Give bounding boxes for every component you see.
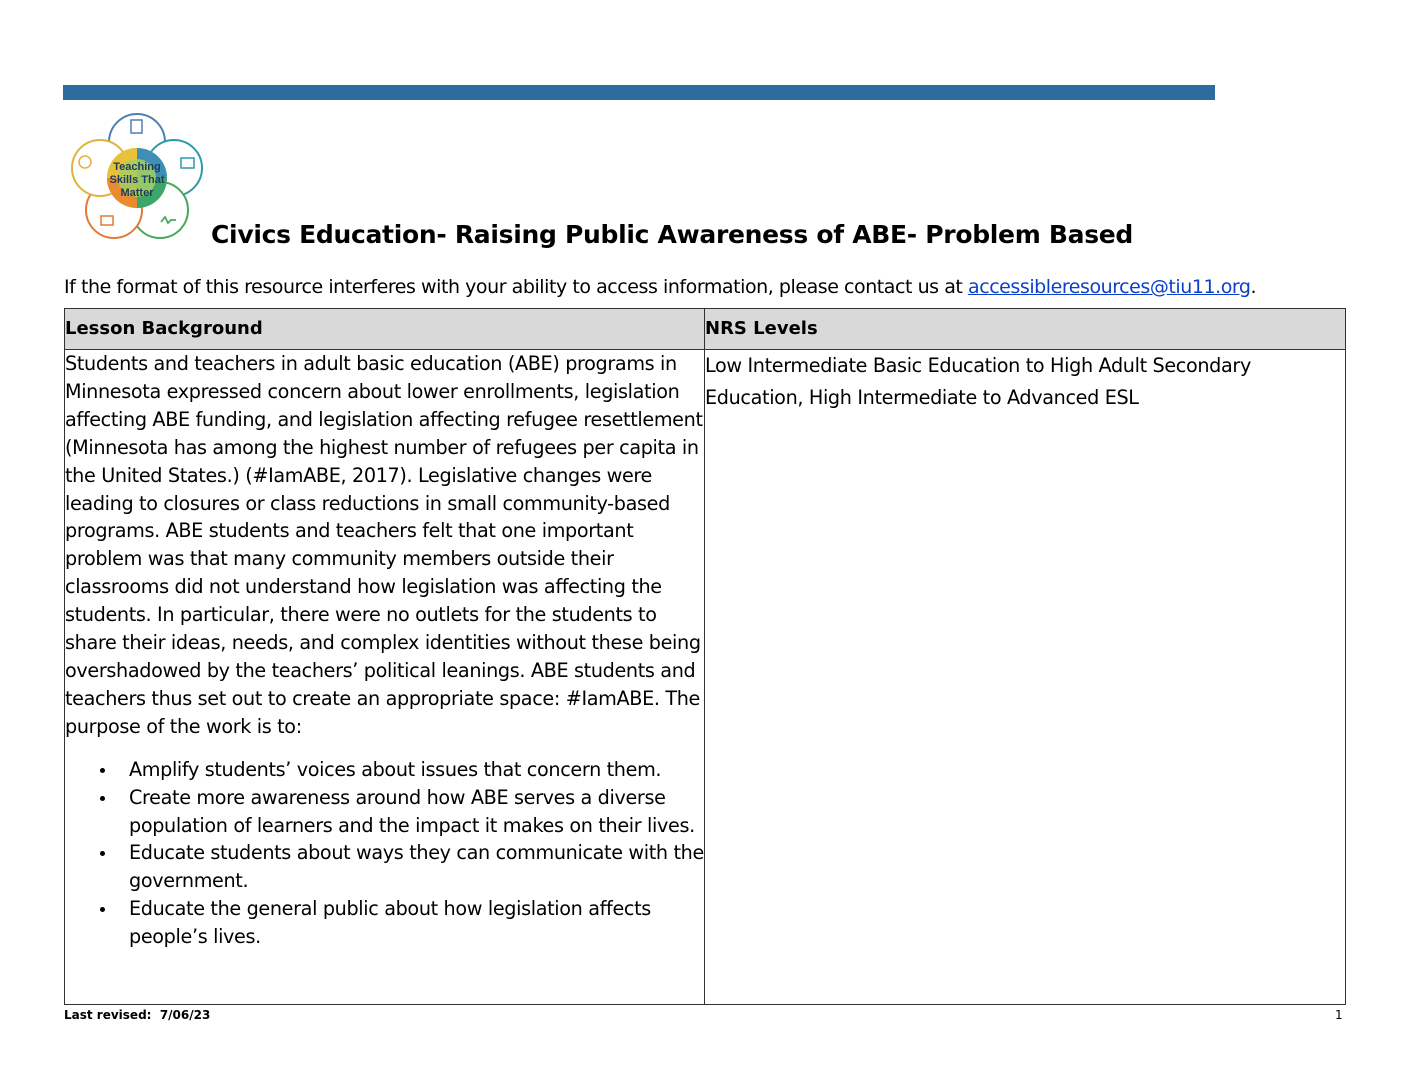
lesson-background-cell	[65, 350, 705, 1005]
logo-text-line1: Teaching	[113, 161, 161, 173]
teaching-skills-logo-icon	[63, 106, 211, 248]
accessibility-notice-suffix: .	[1250, 276, 1257, 298]
accessibility-notice-text: If the format of this resource interferes with your ability to access information, please contact us at	[64, 276, 968, 298]
list-item	[129, 839, 704, 895]
nrs-levels-cell: Low Intermediate Basic Education to High Adult Secondary Education, High Intermediate to Advanced ESL	[705, 350, 1346, 1005]
document-title: Civics Education- Raising Public Awareness of ABE- Problem Based	[211, 220, 1134, 249]
accessibility-notice	[64, 276, 1256, 298]
page-number: 1	[1335, 1008, 1343, 1022]
logo-text-line3: Matter	[120, 187, 154, 199]
lesson-background-header: Lesson Background	[65, 309, 705, 350]
lesson-background-paragraph: Students and teachers in adult basic education (ABE) programs in Minnesota expressed concern about lower enrollments, legislation affecting ABE funding, and legislation affecting refugee resettlement (Minnesota has among the highest number of refugees per capita in the United States.) (#IamABE, 2017). Legislative changes were leading to closures or class reductions in small community-based programs. ABE students and teachers felt that one important problem was that many community members outside their classrooms did not understand how legislation was affecting the students. In particular, there were no outlets for the students to share their ideas, needs, and complex identities without these being overshadowed by the teachers’ political leanings. ABE students and teachers thus set out to create an appropriate space: #IamABE. The purpose of the work is to:	[65, 352, 703, 738]
header-accent-bar	[63, 85, 1215, 100]
list-item	[129, 756, 704, 784]
list-item-text: Educate the general public about how legislation affects people’s lives.	[129, 897, 651, 949]
list-item	[129, 784, 704, 840]
nrs-levels-header: NRS Levels	[705, 309, 1346, 350]
purpose-list	[65, 756, 704, 951]
list-item	[129, 895, 704, 951]
logo-text-line2: Skills That	[109, 174, 165, 186]
list-item-text: Educate students about ways they can communicate with the government.	[129, 841, 704, 893]
accessible-resources-email-link[interactable]: accessibleresources@tiu11.org	[968, 276, 1251, 298]
bullet-icon	[100, 796, 105, 801]
table-row	[65, 350, 1346, 1005]
list-item-text: Create more awareness around how ABE serves a diverse population of learners and the impact it makes on their lives.	[129, 785, 695, 837]
table-header-row	[65, 309, 1346, 350]
bullet-icon	[100, 851, 105, 856]
lesson-info-table	[64, 308, 1346, 1005]
last-revised-date: Last revised: 7/06/23	[64, 1008, 211, 1022]
bullet-icon	[100, 907, 105, 912]
list-item-text: Amplify students’ voices about issues that concern them.	[129, 757, 662, 781]
bullet-icon	[100, 768, 105, 773]
